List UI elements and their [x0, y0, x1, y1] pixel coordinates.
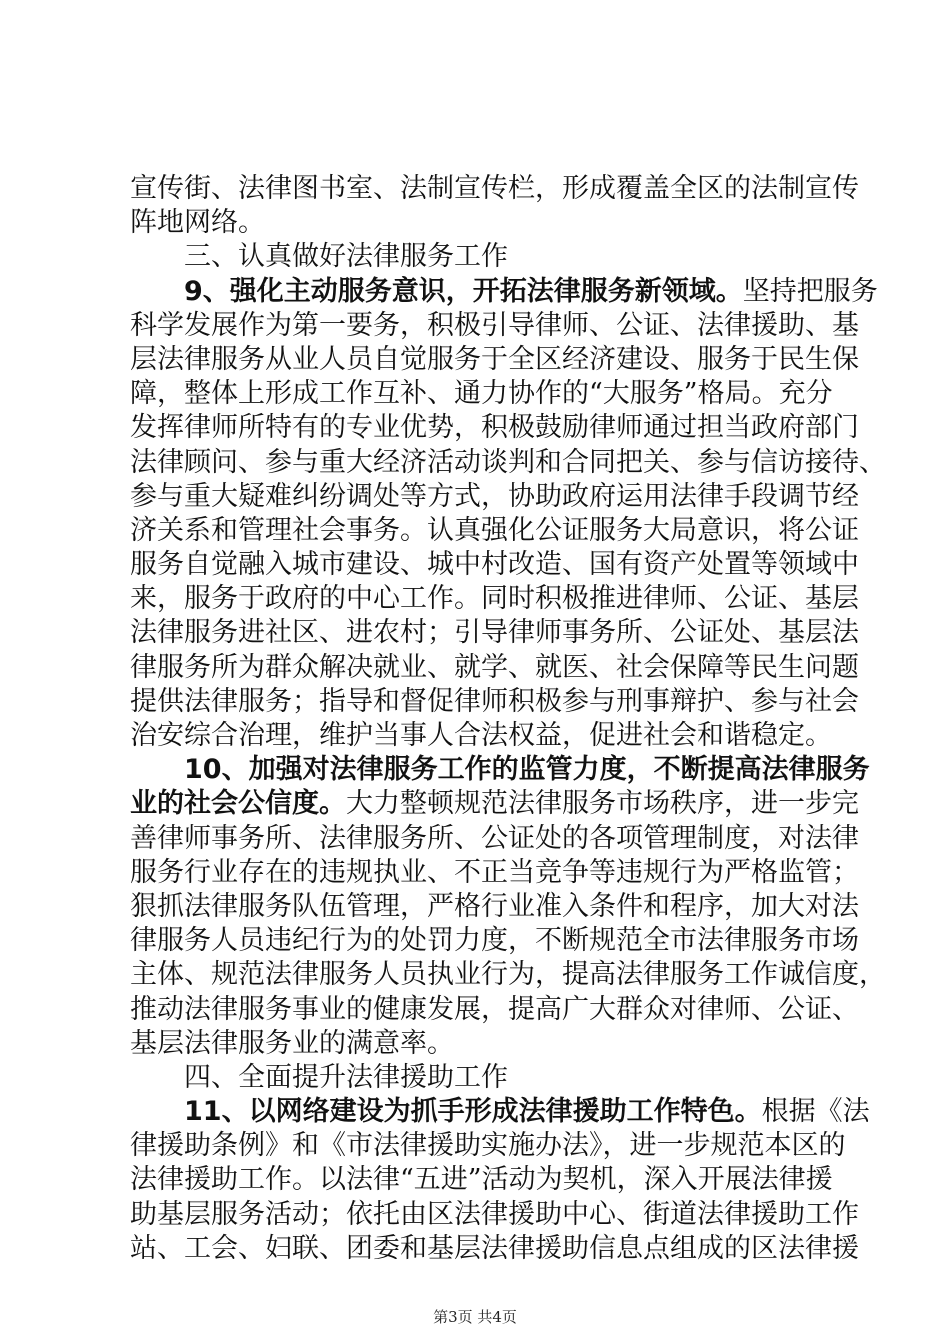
body-line-14: 法律服务进社区、进农村；引导律师事务所、公证处、基层法	[130, 617, 859, 649]
item-title-10: 10、加强对法律服务工作的监管力度，不断提高法律服务	[184, 754, 870, 786]
item-title-10-cont: 业的社会公信度。	[130, 788, 346, 820]
body-line-28: 11、以网络建设为抓手形成法律援助工作特色。根据《法	[184, 1096, 870, 1128]
body-line-25: 推动法律服务事业的健康发展，提高广大群众对律师、公证、	[130, 993, 859, 1025]
body-line-8: 发挥律师所特有的专业优势，积极鼓励律师通过担当政府部门	[130, 412, 859, 444]
page-footer	[0, 1306, 950, 1327]
section-heading-3: 三、认真做好法律服务工作	[184, 241, 508, 273]
body-line-19: 业的社会公信度。大力整顿规范法律服务市场秩序，进一步完	[130, 788, 859, 820]
body-line-24: 主体、规范法律服务人员执业行为，提高法律服务工作诚信度，	[130, 959, 886, 991]
body-line-31: 助基层服务活动；依托由区法律援助中心、街道法律援助工作	[130, 1198, 859, 1230]
item-title-11: 11、以网络建设为抓手形成法律援助工作特色。	[184, 1096, 762, 1128]
body-line-7: 障，整体上形成工作互补、通力协作的“大服务”格局。充分	[130, 378, 833, 410]
body-line-1: 宣传街、法律图书室、法制宣传栏，形成覆盖全区的法制宣传	[130, 173, 859, 204]
body-line-11: 济关系和管理社会事务。认真强化公证服务大局意识，将公证	[130, 514, 859, 546]
body-line-9: 法律顾问、参与重大经济活动谈判和合同把关、参与信访接待、	[130, 446, 886, 478]
body-line-23: 律服务人员违纪行为的处罚力度，不断规范全市法律服务市场	[130, 925, 859, 957]
body-line-30: 法律援助工作。以法律“五进”活动为契机，深入开展法律援	[130, 1164, 833, 1196]
body-line-20: 善律师事务所、法律服务所、公证处的各项管理制度，对法律	[130, 822, 859, 854]
body-line-2: 阵地网络。	[130, 207, 265, 239]
body-line-5: 科学发展作为第一要务，积极引导律师、公证、法律援助、基	[130, 309, 859, 341]
body-line-29: 律援助条例》和《市法律援助实施办法》，进一步规范本区的	[130, 1130, 846, 1162]
body-line-13: 来，服务于政府的中心工作。同时积极推进律师、公证、基层	[130, 583, 859, 615]
body-line-15: 律服务所为群众解决就业、就学、就医、社会保障等民生问题	[130, 651, 859, 683]
body-line-10: 参与重大疑难纠纷调处等方式，协助政府运用法律手段调节经	[130, 480, 859, 512]
document-body	[130, 172, 886, 1266]
body-line-17: 治安综合治理，维护当事人合法权益，促进社会和谐稳定。	[130, 720, 832, 751]
body-line-22: 狠抓法律服务队伍管理，严格行业准入条件和程序，加大对法	[130, 890, 859, 922]
body-line-4: 9、强化主动服务意识，开拓法律服务新领域。坚持把服务	[184, 275, 878, 307]
body-line-21: 服务行业存在的违规执业、不正当竞争等违规行为严格监管；	[130, 856, 859, 888]
page-number: 第3页 共4页	[433, 1308, 517, 1326]
section-heading-4: 四、全面提升法律援助工作	[184, 1061, 508, 1093]
body-line-16: 提供法律服务；指导和督促律师积极参与刑事辩护、参与社会	[130, 685, 859, 717]
body-line-6: 层法律服务从业人员自觉服务于全区经济建设、服务于民生保	[130, 343, 859, 375]
body-line-18	[130, 753, 870, 787]
item-title-9: 9、强化主动服务意识，开拓法律服务新领域。	[184, 275, 743, 307]
body-line-32: 站、工会、妇联、团委和基层法律援助信息点组成的区法律援	[130, 1232, 859, 1264]
body-line-12: 服务自觉融入城市建设、城中村改造、国有资产处置等领域中	[130, 549, 859, 581]
body-line-26: 基层法律服务业的满意率。	[130, 1027, 454, 1059]
